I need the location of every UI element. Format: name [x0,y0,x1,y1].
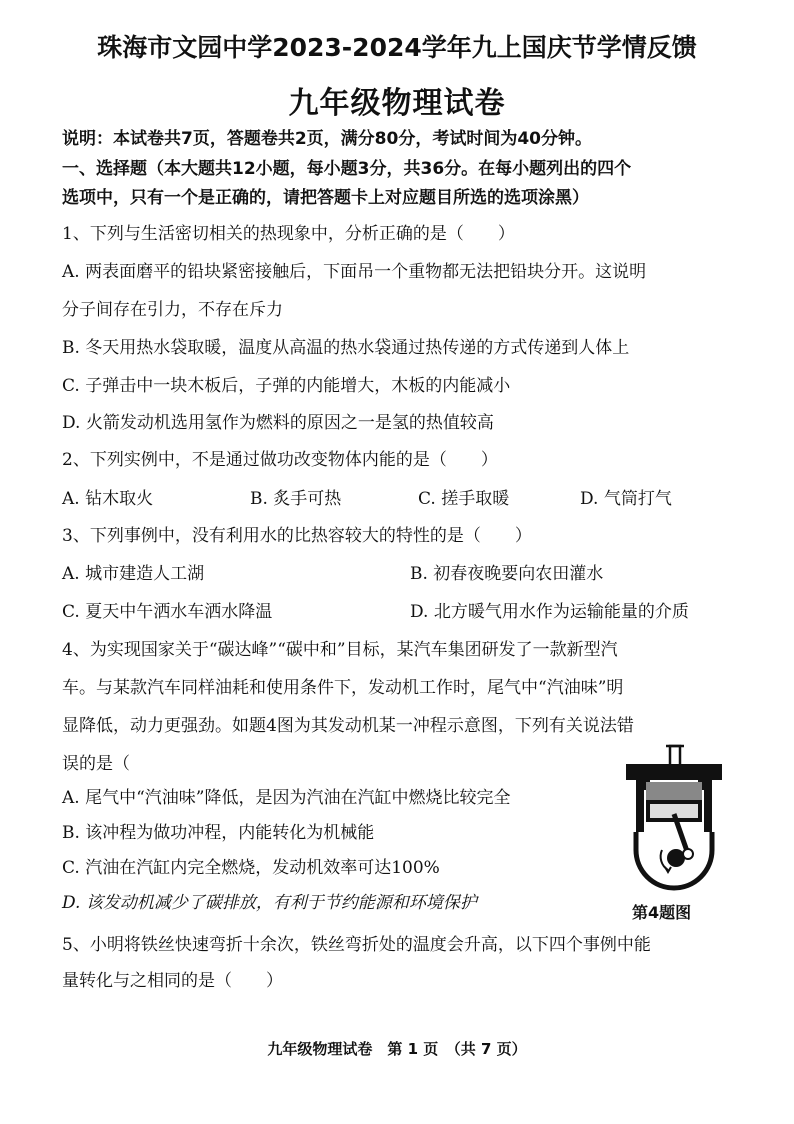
q4-stem-line3: 显降低，动力更强劲。如题4图为其发动机某一冲程示意图，下列有关说法错 [62,716,634,736]
q1-option-b: B. 冬天用热水袋取暖，温度从高温的热水袋通过热传递的方式传递到人体上 [62,338,630,358]
q1-option-a-line1: A. 两表面磨平的铅块紧密接触后，下面吊一个重物都无法把铅块分开。这说明 [62,262,647,282]
q3-option-a: A. 城市建造人工湖 [62,564,205,584]
q5-stem-line2: 量转化与之相同的是（ ） [62,971,283,991]
instructions: 说明：本试卷共7页，答题卷共2页，满分80分，考试时间为40分钟。 [62,129,592,149]
section1-heading-line2: 选项中，只有一个是正确的，请把答题卡上对应题目所选的选项涂黑） [62,188,589,208]
q1-stem: 1、下列与生活密切相关的热现象中，分析正确的是（ ） [62,224,515,244]
q2-option-a: A. 钻木取火 [62,489,154,509]
q3-option-d: D. 北方暖气用水作为运输能量的介质 [410,602,689,622]
exam-subtitle: 九年级物理试卷 [288,86,506,121]
q4-stem-line1: 4、为实现国家关于“碳达峰”“碳中和”目标，某汽车集团研发了一款新型汽 [62,640,618,660]
q3-stem: 3、下列事例中，没有利用水的比热容较大的特性的是（ ） [62,526,532,546]
q4-option-d: D. 该发动机减少了碳排放，有利于节约能源和环境保护 [62,893,477,913]
q2-stem: 2、下列实例中，不是通过做功改变物体内能的是（ ） [62,450,498,470]
q2-option-c: C. 搓手取暖 [418,489,510,509]
q1-option-a-line2: 分子间存在引力，不存在斥力 [62,300,283,320]
q4-option-c: C. 汽油在汽缸内完全燃烧，发动机效率可达100% [62,858,440,878]
q3-option-c: C. 夏天中午洒水车洒水降温 [62,602,273,622]
figure-caption: 第4题图 [632,903,692,922]
section1-heading-line1: 一、选择题（本大题共12小题，每小题3分，共36分。在每小题列出的四个 [62,159,632,179]
q4-stem-line2: 车。与某款汽车同样油耗和使用条件下，发动机工作时，尾气中“汽油味”明 [62,678,624,698]
exam-title: 珠海市文园中学2023-2024学年九上国庆节学情反馈 [97,33,697,62]
page-footer: 九年级物理试卷 第 1 页 （共 7 页） [267,1040,527,1058]
q2-option-b: B. 炙手可热 [250,489,342,509]
q1-option-c: C. 子弹击中一块木板后，子弹的内能增大，木板的内能减小 [62,376,511,396]
engine-stroke-figure [618,742,730,892]
q4-stem-line4: 误的是（ [62,754,130,774]
q1-option-d: D. 火箭发动机选用氢作为燃料的原因之一是氢的热值较高 [62,413,494,433]
q4-option-b: B. 该冲程为做功冲程，内能转化为机械能 [62,823,375,843]
q4-option-a: A. 尾气中“汽油味”降低，是因为汽油在汽缸中燃烧比较完全 [62,788,511,808]
q2-option-d: D. 气筒打气 [580,489,672,509]
q5-stem-line1: 5、小明将铁丝快速弯折十余次，铁丝弯折处的温度会升高，以下四个事例中能 [62,935,651,955]
q3-option-b: B. 初春夜晚要向农田灌水 [410,564,604,584]
